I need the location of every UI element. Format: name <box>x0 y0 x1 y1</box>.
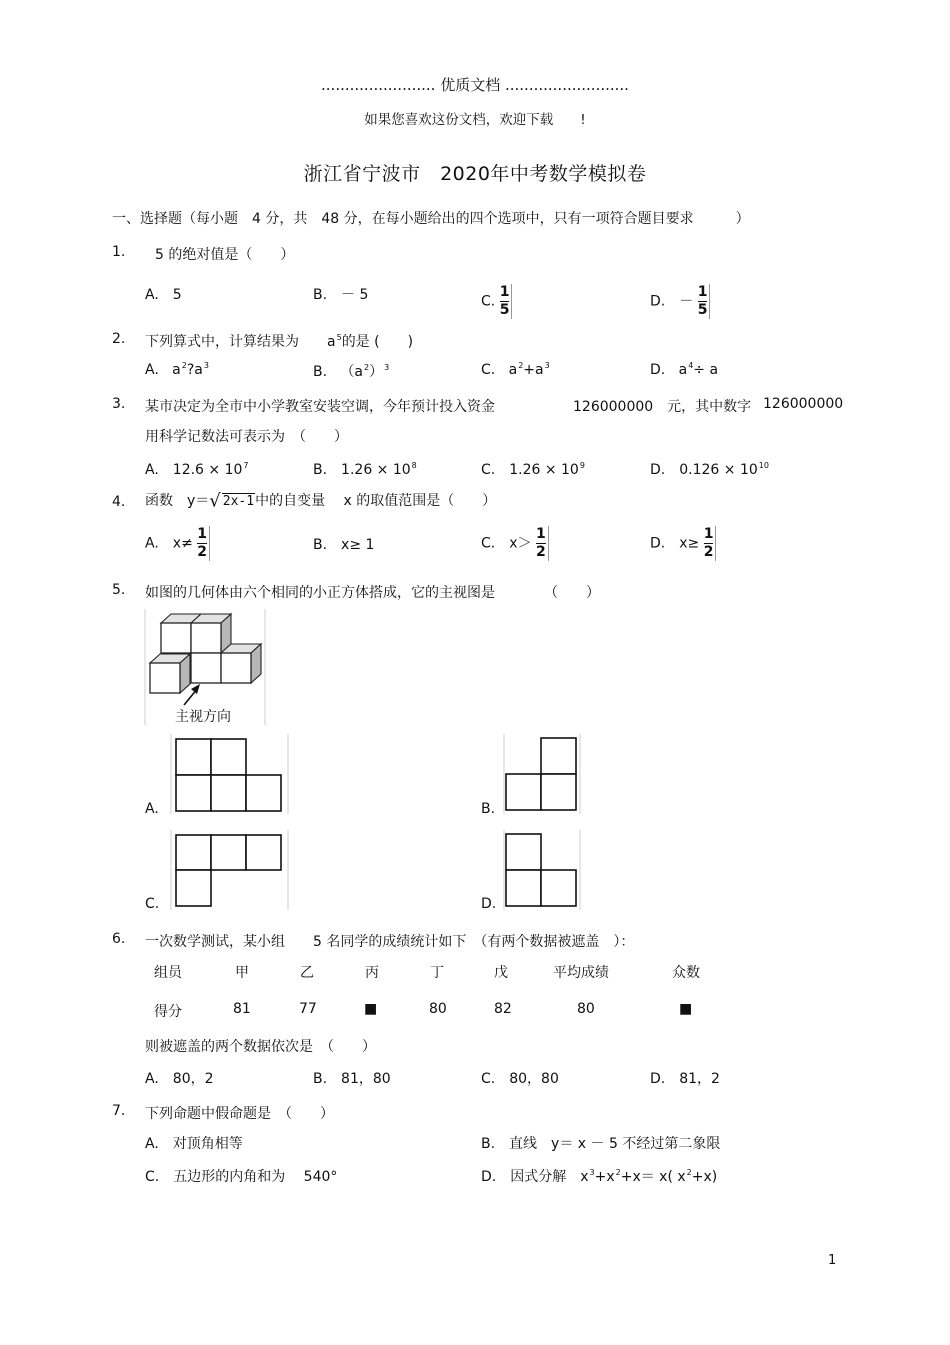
table-cell: 77 <box>299 1001 317 1017</box>
fraction: $\frac{1}{2}$ <box>536 526 549 561</box>
q3-option-a: A. $12.6 \times 10^7$ <box>145 461 249 478</box>
table-header-cell: 组员 <box>154 965 182 981</box>
q3-stem-line1-c: 126000000 <box>763 396 844 412</box>
table-cell: 82 <box>494 1001 512 1017</box>
table-header-cell: 甲 <box>235 965 249 981</box>
q1-option-b: B. － 5 <box>313 287 369 303</box>
q4-option-d: D. x≥ $\frac{1}{2}$ <box>650 526 716 561</box>
q5-number: 5. <box>112 582 126 598</box>
exam-title: 浙江省宁波市 2020年中考数学模拟卷 <box>303 163 647 185</box>
table-cell: 80 <box>577 1001 595 1017</box>
fraction: $\frac{1}{5}$ <box>500 284 513 319</box>
q2-option-b: B. $(a^2)^3$ <box>313 363 390 380</box>
q7-option-c: C. 五边形的内角和为 540° <box>145 1169 338 1185</box>
fraction: $\frac{1}{2}$ <box>704 526 717 561</box>
q4-number: 4. <box>112 494 126 510</box>
q5-option-c-figure <box>170 829 290 911</box>
q7-option-d: D. 因式分解 $x^3+x^2+x= x$( $x^2+x$) <box>481 1168 718 1185</box>
q5-option-d-figure <box>503 829 583 911</box>
section-heading: 一、选择题（每小题 4 分，共 48 分，在每小题给出的四个选项中，只有一项符合题目要求 ） <box>112 211 750 227</box>
q2-option-c: C. $a^2+a^3$ <box>481 361 550 378</box>
download-note: 如果您喜欢这份文档，欢迎下载 ! <box>364 112 586 128</box>
q5-option-b-figure <box>503 733 583 815</box>
q3-option-b: B. $1.26 \times 10^8$ <box>313 461 417 478</box>
sqrt-icon: √ <box>209 490 221 512</box>
q6-option-a: A. 80，2 <box>145 1071 214 1087</box>
document-banner: ........................ 优质文档 .......................... <box>321 76 629 94</box>
q5-option-d-label: D. <box>481 896 497 912</box>
q2-stem: 下列算式中，计算结果为 $a^5$的是 ( ) <box>145 333 414 350</box>
q4-stem: 函数 y＝√ 2x-1中的自变量 x 的取值范围是（ ） <box>145 490 497 512</box>
q2-number: 2. <box>112 331 126 347</box>
table-header-cell: 众数 <box>672 965 700 981</box>
q5-option-a-label: A. <box>145 801 159 817</box>
page-number: 1 <box>828 1253 837 1268</box>
table-header-cell: 乙 <box>300 965 314 981</box>
table-header-cell: 戊 <box>494 965 508 981</box>
q6-stem: 一次数学测试，某小组 5 名同学的成绩统计如下 （有两个数据被遮盖 ）： <box>145 934 635 950</box>
q5-option-c-label: C. <box>145 896 160 912</box>
q1-stem: 5 的绝对值是（ ） <box>155 247 295 263</box>
q5-option-b-label: B. <box>481 801 496 817</box>
q6-option-d: D. 81，2 <box>650 1071 720 1087</box>
q3-number: 3. <box>112 396 126 412</box>
q4-option-a: A. x≠ $\frac{1}{2}$ <box>145 526 210 561</box>
q5-option-a-figure <box>170 733 290 815</box>
table-header-cell: 丙 <box>365 965 379 981</box>
q1-number: 1. <box>112 244 126 260</box>
covered-cell: ■ <box>364 1001 378 1017</box>
table-header-cell: 丁 <box>430 965 444 981</box>
covered-cell: ■ <box>679 1001 693 1017</box>
table-cell: 80 <box>429 1001 447 1017</box>
q6-option-b: B. 81，80 <box>313 1071 391 1087</box>
q7-number: 7. <box>112 1103 126 1119</box>
q1-option-c: C. $\frac{1}{5}$ <box>481 284 512 319</box>
table-cell: 81 <box>233 1001 251 1017</box>
q7-stem: 下列命题中假命题是 （ ） <box>145 1106 334 1122</box>
q3-option-d: D. $0.126 \times 10^{10}$ <box>650 461 769 478</box>
q2-option-a: A. $a^2?a^3$ <box>145 361 209 378</box>
q3-stem-line1-b: 126000000 元，其中数字 <box>573 399 752 415</box>
q7-option-b: B. 直线 y＝ x － 5 不经过第二象限 <box>481 1136 721 1152</box>
q4-option-b: B. x≥ 1 <box>313 537 375 553</box>
fraction: $\frac{1}{5}$ <box>698 284 711 319</box>
q1-option-d: D. － $\frac{1}{5}$ <box>650 284 710 319</box>
q1-option-a: A. 5 <box>145 287 182 303</box>
q7-option-a: A. 对顶角相等 <box>145 1136 243 1152</box>
q3-stem-line2: 用科学记数法可表示为 （ ） <box>145 429 348 445</box>
q4-option-c: C. x＞ $\frac{1}{2}$ <box>481 526 549 561</box>
arrow-icon <box>191 684 200 694</box>
view-direction-label: 主视方向 <box>175 709 231 725</box>
q2-option-d: D. $a^4\div a$ <box>650 361 719 378</box>
table-row-label: 得分 <box>154 1004 182 1020</box>
q5-stem: 如图的几何体由六个相同的小正方体搭成，它的主视图是 （ ） <box>145 585 600 601</box>
q3-option-c: C. $1.26 \times 10^9$ <box>481 461 585 478</box>
fraction: $\frac{1}{2}$ <box>197 526 210 561</box>
q3-stem-line1-a: 某市决定为全市中小学教室安装空调，今年预计投入资金 <box>145 399 495 415</box>
q6-option-c: C. 80，80 <box>481 1071 559 1087</box>
q6-number: 6. <box>112 931 126 947</box>
table-header-cell: 平均成绩 <box>553 965 609 981</box>
q6-question: 则被遮盖的两个数据依次是 （ ） <box>145 1039 376 1055</box>
